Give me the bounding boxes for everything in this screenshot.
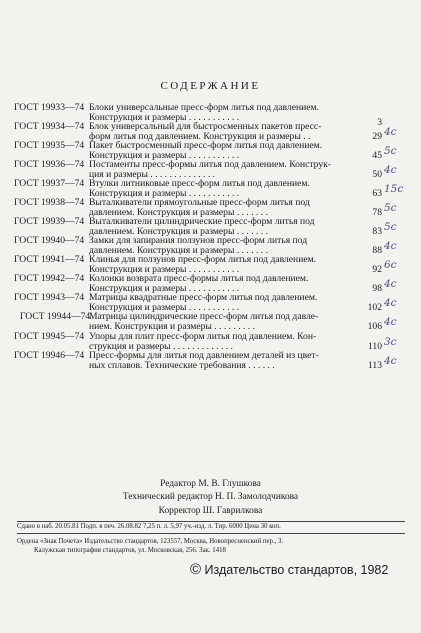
entry-title-line2: Конструкция и размеры . . . . . . . . . . . xyxy=(89,112,240,122)
handwritten-note: 4с xyxy=(384,297,397,309)
page-number: 106 xyxy=(367,321,382,332)
page-number: 92 xyxy=(372,264,382,275)
handwritten-note: 3с xyxy=(384,336,397,348)
entry-title-line1: Втулки литниковые пресс-форм литья под давлением. xyxy=(89,179,310,189)
entry-title-line1: Матрицы цилиндрические пресс-форм литья под давле- xyxy=(89,312,319,322)
toc-entry xyxy=(14,312,414,332)
handwritten-note: 4с xyxy=(384,278,397,290)
handwritten-note: 4с xyxy=(384,355,397,367)
handwritten-note: 4с xyxy=(384,164,397,176)
page-number: 98 xyxy=(372,283,382,294)
toc-entry xyxy=(14,274,414,293)
standard-code: ГОСТ 19940—74 xyxy=(14,235,85,246)
page-number: 29 xyxy=(372,131,382,142)
standard-code: ГОСТ 19934—74 xyxy=(14,121,85,132)
imprint-publisher: Ордена «Знак Почета» Издательство стандартов, 123557, Москва, Новопресненский пер., 3. xyxy=(17,538,284,545)
toc-entry xyxy=(14,217,414,236)
toc-entry xyxy=(14,141,414,160)
entry-title-line2: ных сплавов. Технические требования . . . . . . xyxy=(89,360,275,370)
entry-title-line1: Колонки возврата пресс-формы литья под давлением. xyxy=(89,274,309,284)
handwritten-note: 5с xyxy=(384,221,397,233)
page-number: 50 xyxy=(372,169,382,180)
entry-title-line1: Блок универсальный для быстросменных пакетов пресс- xyxy=(89,122,322,132)
page-number: 63 xyxy=(372,188,382,199)
toc-entry xyxy=(14,255,414,274)
editor-line: Редактор М. В. Глушкова xyxy=(160,479,261,489)
copyright-icon: © xyxy=(190,561,202,578)
entry-title-line2: форм литья под давлением. Конструкция и размеры . . xyxy=(89,131,311,141)
page-number: 3 xyxy=(377,117,382,128)
entry-title-line2: Конструкция и размеры . . . . . . . . . . . xyxy=(89,188,240,198)
copyright-notice xyxy=(190,561,388,578)
page-number: 102 xyxy=(367,302,382,313)
imprint-printer: Калужская типография стандартов, ул. Московская, 256. Зак. 1418 xyxy=(34,547,226,554)
entry-title-line2: Конструкция и размеры . . . . . . . . . . . xyxy=(89,302,240,312)
entry-title-line1: Пакет быстросменный пресс-форм литья под давлением. xyxy=(89,141,323,151)
entry-title-line1: Постаменты пресс-формы литья под давлением. Конструк- xyxy=(89,160,331,170)
standard-code: ГОСТ 19933—74 xyxy=(14,102,85,113)
entry-title-line1: Клинья для ползунов пресс-форм литья под давлением. xyxy=(89,255,317,265)
handwritten-note: 4с xyxy=(384,126,397,138)
divider xyxy=(17,533,405,534)
entry-title-line2: Конструкция и размеры . . . . . . . . . . . xyxy=(89,283,240,293)
standard-code: ГОСТ 19941—74 xyxy=(14,254,85,265)
standard-code: ГОСТ 19936—74 xyxy=(14,159,85,170)
entry-title-line2: нием. Конструкция и размеры . . . . . . . . . xyxy=(89,321,256,331)
entry-title-line2: Конструкция и размеры . . . . . . . . . . . xyxy=(89,264,240,274)
entry-title-line2: струкция и размеры . . . . . . . . . . . . . xyxy=(89,341,233,351)
entry-title-line1: Блоки универсальные пресс-форм литья под давлением. xyxy=(89,103,319,113)
toc-entry xyxy=(14,332,414,351)
imprint-print-data: Сдано в наб. 20.05.81 Подп. в печ. 26.08.82 7,25 п. л. 5,97 уч.-изд. л. Тир. 6000 Цена 30 коп. xyxy=(17,523,281,530)
entry-title-line1: Упоры для плит пресс-форм литья под давлением. Кон- xyxy=(89,332,317,342)
entry-title-line1: Выталкиватели цилиндрические пресс-форм литья под xyxy=(89,217,315,227)
contents-heading: СОДЕРЖАНИЕ xyxy=(160,80,261,92)
standard-code: ГОСТ 19943—74 xyxy=(14,292,85,303)
entry-title-line1: Выталкиватели прямоугольные пресс-форм литья под xyxy=(89,198,310,208)
copyright-text: Издательство стандартов, 1982 xyxy=(204,563,389,577)
entry-title-line2: давлением. Конструкция и размеры . . . . . . . xyxy=(89,207,269,217)
standard-code: ГОСТ 19935—74 xyxy=(14,140,85,151)
entry-title-line2: ция и размеры . . . . . . . . . . . . . . xyxy=(89,169,216,179)
divider xyxy=(17,521,405,522)
standard-code: ГОСТ 19942—74 xyxy=(14,273,85,284)
standard-code: ГОСТ 19945—74 xyxy=(14,331,85,342)
entry-title-line1: Матрицы квадратные пресс-форм литья под давлением. xyxy=(89,293,318,303)
page-number: 88 xyxy=(372,245,382,256)
toc-entry xyxy=(14,351,414,370)
entry-title-line1: Пресс-формы для литья под давлением деталей из цвет- xyxy=(89,351,319,361)
standard-code: ГОСТ 19938—74 xyxy=(14,197,85,208)
toc-entry xyxy=(14,122,414,141)
page-number: 83 xyxy=(372,226,382,237)
handwritten-note: 5с xyxy=(384,202,397,214)
entry-title-line2: давлением. Конструкция и размеры . . . . . . . xyxy=(89,226,269,236)
handwritten-note: 6с xyxy=(384,259,397,271)
entry-title-line2: давлением. Конструкция и размеры . . . . . . . xyxy=(89,245,269,255)
toc-entry xyxy=(14,179,414,198)
entry-title-line1: Замки для запирания ползунов пресс-форм литья под xyxy=(89,236,308,246)
page-number: 110 xyxy=(367,341,382,352)
standard-code: ГОСТ 19937—74 xyxy=(14,178,85,189)
standard-code: ГОСТ 19944—74 xyxy=(20,311,91,322)
table-of-contents xyxy=(14,103,414,370)
page-number: 78 xyxy=(372,207,382,218)
entry-title-line2: Конструкция и размеры . . . . . . . . . . . xyxy=(89,150,240,160)
page-number: 45 xyxy=(372,150,382,161)
page-number: 113 xyxy=(367,360,382,371)
toc-entry xyxy=(14,160,414,179)
handwritten-note: 4с xyxy=(384,240,397,252)
standard-code: ГОСТ 19946—74 xyxy=(14,350,85,361)
handwritten-note: 15с xyxy=(384,183,404,195)
handwritten-note: 5с xyxy=(384,145,397,157)
toc-entry xyxy=(14,293,414,312)
toc-entry xyxy=(14,236,414,255)
toc-entry xyxy=(14,198,414,217)
handwritten-note: 4с xyxy=(384,316,397,328)
standard-code: ГОСТ 19939—74 xyxy=(14,216,85,227)
proofreader-line: Корректор Ш. Гаврилкова xyxy=(158,506,263,516)
tech-editor-line: Технический редактор Н. П. Замолодчикова xyxy=(122,492,299,502)
